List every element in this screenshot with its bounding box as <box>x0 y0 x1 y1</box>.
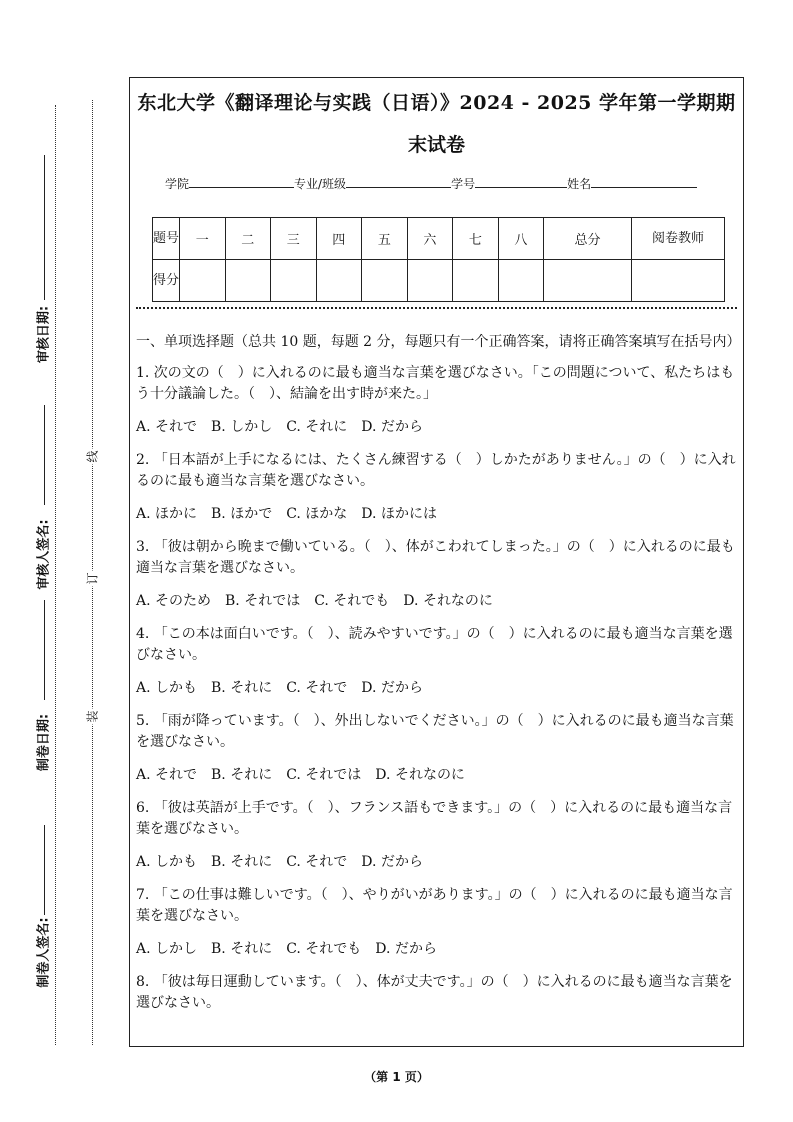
reviewer-sign-label: 审核人签名: <box>36 519 52 590</box>
question-4-options: A. しかも B. それに C. それで D. だから <box>136 680 423 696</box>
college-field[interactable] <box>189 175 294 188</box>
question-2: 2. 「日本語が上手になるには、たくさん練習する（ ）しかたがありません。」の（ ）に入れるのに最も適当な言葉を選びなさい。 <box>136 452 736 489</box>
score-cell-total[interactable] <box>544 260 632 302</box>
sign-line-make-date[interactable] <box>44 600 45 700</box>
maker-sign-label: 制卷人签名: <box>36 917 52 988</box>
review-date-label: 审核日期: <box>36 305 52 364</box>
question-6: 6. 「彼は英語が上手です。（ ）、フランス語もできます。」の（ ）に入れるのに最も適当な言葉を選びなさい。 <box>136 800 733 837</box>
student-id-label: 学号 <box>451 177 476 191</box>
name-label: 姓名 <box>567 177 592 191</box>
question-4: 4. 「この本は面白いです。（ ）、読みやすいです。」の（ ）に入れるのに最も適当な言葉を選びなさい。 <box>136 626 733 663</box>
make-date-label: 制卷日期: <box>36 713 52 772</box>
score-col-8: 八 <box>498 218 544 260</box>
question-number-label: 题号 <box>153 218 180 260</box>
score-col-6: 六 <box>407 218 453 260</box>
exam-subtitle: 末试卷 <box>407 134 465 156</box>
score-cell-7[interactable] <box>453 260 499 302</box>
dotted-separator <box>136 307 737 309</box>
question-7-options: A. しかし B. それに C. それでも D. だから <box>136 941 437 957</box>
score-cell-1[interactable] <box>180 260 226 302</box>
score-cell-8[interactable] <box>498 260 544 302</box>
score-col-5: 五 <box>362 218 408 260</box>
score-cell-3[interactable] <box>271 260 317 302</box>
exam-title: 东北大学《翻译理论与实践（日语）》2024 - 2025 学年第一学期期 <box>137 92 736 114</box>
score-col-total: 总分 <box>544 218 632 260</box>
question-section <box>136 332 741 1026</box>
score-cell-4[interactable] <box>316 260 362 302</box>
score-cell-6[interactable] <box>407 260 453 302</box>
sign-line-reviewer[interactable] <box>44 405 45 505</box>
grader-cell[interactable] <box>632 260 725 302</box>
binding-char-staple: 订 <box>85 572 100 585</box>
question-8: 8. 「彼は毎日運動しています。（ ）、体が丈夫です。」の（ ）に入れるのに最も適当な言葉を選びなさい。 <box>136 974 733 1011</box>
question-3: 3. 「彼は朝から晩まで働いている。（ ）、体がこわれてしまった。」の（ ）に入れるのに最も適当な言葉を選びなさい。 <box>136 539 735 576</box>
score-col-7: 七 <box>453 218 499 260</box>
question-1-options: A. それで B. しかし C. それに D. だから <box>136 419 423 435</box>
score-col-3: 三 <box>271 218 317 260</box>
question-6-options: A. しかも B. それに C. それで D. だから <box>136 854 423 870</box>
question-7: 7. 「この仕事は難しいです。（ ）、やりがいがあります。」の（ ）に入れるのに最も適当な言葉を選びなさい。 <box>136 887 733 924</box>
section-heading: 一、单项选择题（总共 10 题，每题 2 分，每题只有一个正确答案，请将正确答案填写在括号内） <box>136 334 741 350</box>
question-2-options: A. ほかに B. ほかで C. ほかな D. ほかには <box>136 506 437 522</box>
grader-label: 阅卷教师 <box>632 218 725 260</box>
score-col-4: 四 <box>316 218 362 260</box>
major-field[interactable] <box>346 175 451 188</box>
score-col-1: 一 <box>180 218 226 260</box>
sign-line-maker[interactable] <box>44 825 45 915</box>
student-info-row <box>165 175 697 192</box>
college-label: 学院 <box>165 177 190 191</box>
exam-frame <box>129 77 744 1047</box>
score-label: 得分 <box>153 260 180 302</box>
binding-char-line: 线 <box>85 450 100 463</box>
score-table-score-row <box>153 260 725 302</box>
score-cell-5[interactable] <box>362 260 408 302</box>
question-5-options: A. それで B. それに C. それでは D. それなのに <box>136 767 465 783</box>
score-table <box>152 217 725 302</box>
sign-line-review-date[interactable] <box>44 155 45 300</box>
student-id-field[interactable] <box>475 175 567 188</box>
question-1: 1. 次の文の（ ）に入れるのに最も適当な言葉を選びなさい。「この問題について、私たちはもう十分議論した。（ ）、結論を出す時が来た。」 <box>136 365 735 402</box>
binding-dotted-line-outer <box>55 105 56 1045</box>
score-cell-2[interactable] <box>225 260 271 302</box>
major-label: 专业/班级 <box>294 177 347 191</box>
question-3-options: A. そのため B. それでは C. それでも D. それなのに <box>136 593 493 609</box>
page-number: （第 1 页） <box>364 1070 429 1084</box>
question-5: 5. 「雨が降っています。（ ）、外出しないでください。」の（ ）に入れるのに最も適当な言葉を選びなさい。 <box>136 713 734 750</box>
score-col-2: 二 <box>225 218 271 260</box>
binding-char-bind: 装 <box>85 710 100 723</box>
score-table-header-row <box>153 218 725 260</box>
name-field[interactable] <box>591 175 697 188</box>
